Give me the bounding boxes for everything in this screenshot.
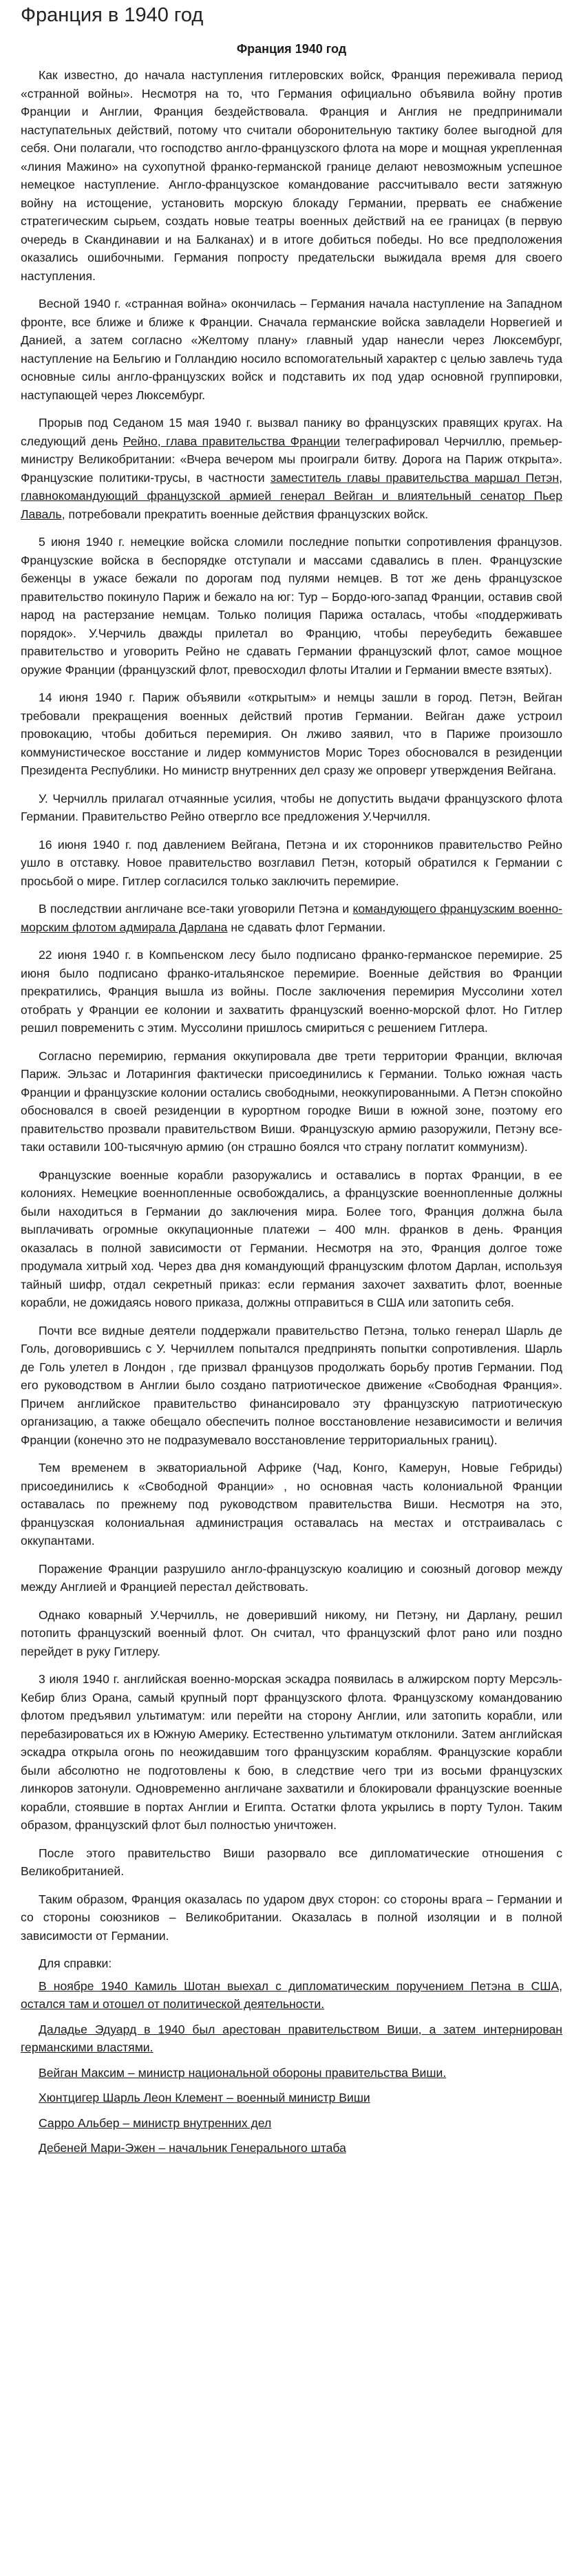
reference-item[interactable]: Сарро Альбер – министр внутренних дел <box>39 2115 272 2130</box>
paragraph <box>21 1890 562 1945</box>
paragraph <box>21 790 562 826</box>
paragraph-text: Таким образом, Франция оказалась по ударом двух сторон: со стороны врага – Германии и со стороны союзников – Великобритании. Оказалась в полной изоляции и в полной зависимости от Германии. <box>21 1892 562 1943</box>
paragraph <box>21 533 562 679</box>
paragraph <box>21 1670 562 1835</box>
paragraph-text: Согласно перемирию, германия оккупировала две трети территории Франции, включая Париж. Эльзас и Лотарингия фактически присоединились к Германии. Только южная часть Франции и французские колонии остались свободными, неоккупированными. А Петэн спокойно обосновался в своей резиденции в курортном городке Виши в южной зоне, поэтому его правительство прозвали правительством Виши. Французскую армию разоружили, Петэну все-таки оставили 100-тысячную армию (он страшно боялся что страну поглатит коммунизм). <box>21 1048 562 1154</box>
paragraph <box>21 1459 562 1550</box>
paragraph <box>21 946 562 1037</box>
paragraph-text: 22 июня 1940 г. в Компьенском лесу было подписано франко-германское перемирие. 25 июня было подписано франко-итальянское перемирие. Военные действия во Франции прекратились, Франция вышла из войны. После заключения перемирия Муссолини хотел отобрать у Франции ее колонии и захватить французский военно-морской флот. Но Гитлер решил повременить с этим. Муссолини пришлось смириться с решением Гитлера. <box>21 948 562 1035</box>
reference-list <box>21 1977 562 2157</box>
paragraph-text: 16 июня 1940 г. под давлением Вейгана, Петэна и их сторонников правительство Рейно ушло в отставку. Новое правительство возглавил Петэн, который обратился к Германии с просьбой о мире. Гитлер согласился только заключить перемирие. <box>21 837 562 888</box>
paragraph-text: Тем временем в экваториальной Африке (Чад, Конго, Камерун, Новые Гебриды) присоединились к «Свободной Франции» , но основная часть колониальной Франции оставалась по прежнему под руководством правительства Виши. Несмотря на это, французская колониальная администрация оставалась на местах и отстраивалась с оккупантами. <box>21 1461 562 1548</box>
paragraph-text: Как известно, до начала наступления гитлеровских войск, Франция переживала период «странной войны». Несмотря на то, что Германия официально объявила войну против Франции и Англии, Франция бездействовала. Франция и Англия не предпринимали наступательных действий, потому что считали оборонительную тактику более выгодной для себя. Они полагали, что господство англо-французского флота на море и мощная укрепленная «линия Мажино» на сухопутной франко-германской границе делают невозможным успешное немецкое наступление. Англо-французское командование рассчитывало вести затяжную войну на истощение, установить морскую блокаду Германии, прервать ее снабжение стратегическим сырьем, создать новые театры военных действий на ее границах (в первую очередь в Скандинавии и на Балканах) и в итоге добиться победы. Но все предположения оказались ошибочными. Германия попросту предательски выжидала время для своего наступления. <box>21 68 562 283</box>
paragraph <box>21 295 562 404</box>
paragraph <box>21 688 562 780</box>
paragraph-text: , потребовали прекратить военные действия французских войск. <box>61 507 429 521</box>
paragraph <box>21 1166 562 1312</box>
paragraph-text: телеграфировал Черчиллю, премьер-министру Великобритании: «Вчера вечером мы проиграли битву. Дорога на Париж открыта». Французские политики-трусы, в частности <box>21 434 562 485</box>
paragraph-text: Однако коварный У.Черчилль, не доверивший никому, ни Петэну, ни Дарлану, решил потопить французский военный флот. Он считал, что французский флот рано или поздно перейдет в руку Гитлеру. <box>21 1607 562 1658</box>
reference-item[interactable]: Вейган Максим – министр национальной обороны правительства Виши. <box>39 2065 447 2080</box>
paragraph <box>21 1844 562 1881</box>
paragraph-text: 14 июня 1940 г. Париж объявили «открытым» и немцы зашли в город. Петэн, Вейган требовали прекращения военных действий против Германии. Вейган даже устроил провокацию, чтобы добиться перемирия. Он лживо заявил, что в Париже произошло коммунистическое восстание и лидер коммунистов Морис Торез обосновался в резиденции Президента Республики. Но министр внутренних дел сразу же опроверг утверждения Вейгана. <box>21 690 562 777</box>
reference-item[interactable]: В ноябре 1940 Камиль Шотан выехал с дипломатическим поручением Петэна в США, остался там и отошел от политической деятельности. <box>21 1978 562 2011</box>
paragraph <box>21 1047 562 1157</box>
inline-link[interactable]: заместитель главы правительства маршал Петэн, главнокомандующий французской армией генерал Вейган и влиятельный сенатор Пьер Лаваль <box>21 470 563 521</box>
paragraph-text: После этого правительство Виши разорвало все дипломатические отношения с Великобританией. <box>21 1846 562 1878</box>
paragraph-text: не сдавать флот Германии. <box>227 920 386 934</box>
article-body <box>21 66 562 1945</box>
paragraph-text: Почти все видные деятели поддержали правительство Петэна, только генерал Шарль де Голь, договорившись с У. Черчиллем попытался предпринять попытки сопротивления. Шарль де Голь улетел в Лондон , где призвал французов продолжать борьбу против Германии. Под его руководством в Англии было создано патриотическое движение «Свободная Франция». Причем английское правительство финансировало эту французскую патриотическую организацию, а также обещало обеспечить полное восстановление независимости и величия Франции (конечно это не подразумевало восстановление территориальных границ). <box>21 1323 562 1447</box>
paragraph <box>21 1560 562 1596</box>
inline-link[interactable]: командующего французским военно-морским флотом адмирала Дарлана <box>21 902 562 934</box>
reference-item[interactable]: Дебеней Мари-Эжен – начальник Генерального штаба <box>39 2141 346 2155</box>
paragraph <box>21 1606 562 1661</box>
page-title: Франция в 1940 год <box>21 4 204 26</box>
document-title: Франция 1940 год <box>236 42 347 56</box>
paragraph-text: 3 июля 1940 г. английская военно-морская эскадра появилась в алжирском порту Мерсэль-Кебир близ Орана, самый крупный порт французского флота. Французскому командованию флотом предъявил ультиматум: или перейти на сторону Англии, или затопить корабли, или перебазироваться их в Южную Америку. Естественно ультиматум отклонили. Затем английская эскадра открыла огонь по неожидавшим того французским кораблям. Французские корабли были абсолютно не подготовлены к бою, в следствие чего три из восьми французских линкоров затонули. Одновременно англичане захватили и блокировали французские военные корабли, стоявшие в портах Англии и Египта. Остатки флота укрылись в порту Тулон. Таким образом, французский флот был полностью уничтожен. <box>21 1672 562 1832</box>
paragraph <box>21 836 562 891</box>
paragraph-text: Прорыв под Седаном 15 мая 1940 г. вызвал панику во французских правящих кругах. На следующий день <box>21 416 562 448</box>
paragraph <box>21 900 562 936</box>
paragraph <box>21 414 562 523</box>
paragraph-text: У. Черчилль прилагал отчаянные усилия, чтобы не допустить выдачи французского флота Германии. Правительство Рейно отвергло все предложения У.Черчилля. <box>21 791 562 823</box>
paragraph-text: 5 июня 1940 г. немецкие войска сломили последние попытки сопротивления французов. Французские войска в беспорядке отступали и массами сдавались в плен. Французские беженцы в ужасе бежали по дорогам под пулями немцев. В тот же день французское правительство покинуло Париж и бежало на юг: Тур – Бордо-юго-запад Франции, оставив свой народ на растерзание немцам. Только полиция Парижа осталась, чтобы «поддерживать порядок». У.Черчиль дважды прилетал во Францию, чтобы переубедить бежавшее правительство и уговорить Рейно не сдавать Германии французский флот, самое мощное оружие Франции (французский флот, превосходил флоты Италии и Германии вместе взятых). <box>21 535 562 677</box>
paragraph <box>21 1322 562 1450</box>
paragraph-text: Весной 1940 г. «странная война» окончилась – Германия начала наступление на Западном фронте, все ближе и ближе к Франции. Сначала германские войска завладели Норвегией и Данией, а затем согласно «Желтому плану» главный удар нанесли через Люксембург, наступление на Бельгию и Голландию носило вспомогательный характер с целью завлечь туда основные силы англо-французских войск и подставить их под удар основной группировки, наступающей через Люксембург. <box>21 297 562 402</box>
reference-heading: Для справки: <box>39 1956 112 1970</box>
reference-item[interactable]: Даладье Эдуард в 1940 был арестован правительством Виши, а затем интернирован германскими властями. <box>21 2022 562 2054</box>
paragraph-text: В последствии англичане все-таки уговорили Петэна и <box>39 902 353 916</box>
paragraph <box>21 66 562 285</box>
paragraph-text: Поражение Франции разрушило англо-французскую коалицию и союзный договор между между Англией и Францией перестал действовать. <box>21 1561 562 1594</box>
paragraph-text: Французские военные корабли разоружались и оставались в портах Франции, в ее колониях. Немецкие военнопленные освобождались, а французские военнопленные должны были находиться в Германии до заключения мира. Более того, Франция должна была выплачивать огромные оккупационные платежи – 400 млн. франков в день. Франция оказалась в полной зависимости от Германии. Несмотря на это, Франция долгое тоже продумала хитрый ход. Через два дня командующий французским флотом Дарлан, используя тайный шифр, отдал секретный приказ: если германия захочет захватить флот, военные корабли, не дожидаясь нового приказа, должны отправиться в США или затопить себя. <box>21 1168 562 1309</box>
inline-link[interactable]: Рейно, глава правительства Франции <box>123 434 341 448</box>
reference-item[interactable]: Хюнтцигер Шарль Леон Клемент – военный министр Виши <box>39 2091 370 2104</box>
